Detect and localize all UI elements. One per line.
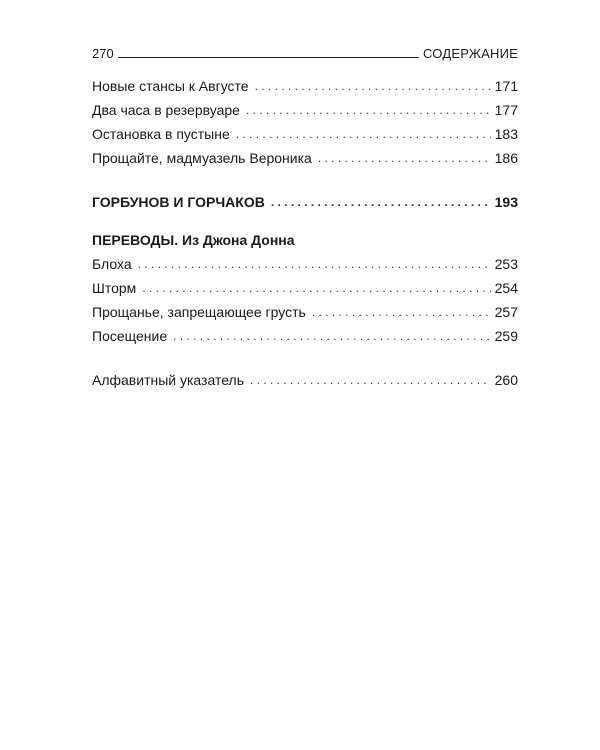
spacer bbox=[92, 348, 518, 368]
toc-entry-page: 186 bbox=[494, 150, 518, 166]
toc-entry bbox=[92, 300, 518, 324]
toc-entry-title: Остановка в пустыне bbox=[92, 126, 230, 142]
toc-section-entry bbox=[92, 190, 518, 214]
toc-section-heading: ПЕРЕВОДЫ. Из Джона Донна bbox=[92, 232, 295, 248]
dot-leader bbox=[255, 74, 491, 98]
table-of-contents bbox=[92, 74, 518, 392]
toc-entry-page: 253 bbox=[494, 256, 518, 272]
toc-entry bbox=[92, 74, 518, 98]
toc-entry-title: Два часа в резервуаре bbox=[92, 102, 240, 118]
header-rule bbox=[118, 57, 419, 58]
toc-entry-page: 260 bbox=[494, 372, 518, 388]
toc-entry-page: 254 bbox=[494, 280, 518, 296]
dot-leader bbox=[312, 300, 491, 324]
toc-section-title: ГОРБУНОВ И ГОРЧАКОВ bbox=[92, 194, 265, 210]
toc-entry bbox=[92, 122, 518, 146]
toc-section-page: 193 bbox=[494, 194, 518, 210]
toc-entry-page: 183 bbox=[494, 126, 518, 142]
dot-leader bbox=[250, 368, 491, 392]
page-number: 270 bbox=[92, 46, 114, 61]
running-header bbox=[92, 42, 518, 60]
toc-entry-page: 177 bbox=[494, 102, 518, 118]
toc-entry bbox=[92, 146, 518, 170]
toc-entry bbox=[92, 324, 518, 348]
toc-entry-title: Шторм bbox=[92, 280, 137, 296]
dot-leader bbox=[318, 146, 491, 170]
dot-leader bbox=[142, 276, 490, 300]
toc-entry-title: Новые стансы к Августе bbox=[92, 78, 249, 94]
spacer bbox=[92, 170, 518, 190]
toc-entry-page: 259 bbox=[494, 328, 518, 344]
spacer bbox=[92, 214, 518, 228]
toc-entry-title: Прощайте, мадмуазель Вероника bbox=[92, 150, 312, 166]
toc-entry-title: Блоха bbox=[92, 256, 132, 272]
toc-entry-page: 257 bbox=[494, 304, 518, 320]
dot-leader bbox=[271, 190, 491, 214]
toc-entry bbox=[92, 368, 518, 392]
toc-entry bbox=[92, 98, 518, 122]
toc-entry-title: Алфавитный указатель bbox=[92, 372, 244, 388]
toc-entry bbox=[92, 276, 518, 300]
toc-entry-title: Посещение bbox=[92, 328, 168, 344]
toc-entry bbox=[92, 252, 518, 276]
running-title: СОДЕРЖАНИЕ bbox=[422, 46, 518, 61]
toc-entry-title: Прощанье, запрещающее грусть bbox=[92, 304, 306, 320]
dot-leader bbox=[246, 98, 491, 122]
dot-leader bbox=[236, 122, 491, 146]
dot-leader bbox=[138, 252, 491, 276]
toc-entry-page: 171 bbox=[494, 78, 518, 94]
dot-leader bbox=[173, 324, 491, 348]
